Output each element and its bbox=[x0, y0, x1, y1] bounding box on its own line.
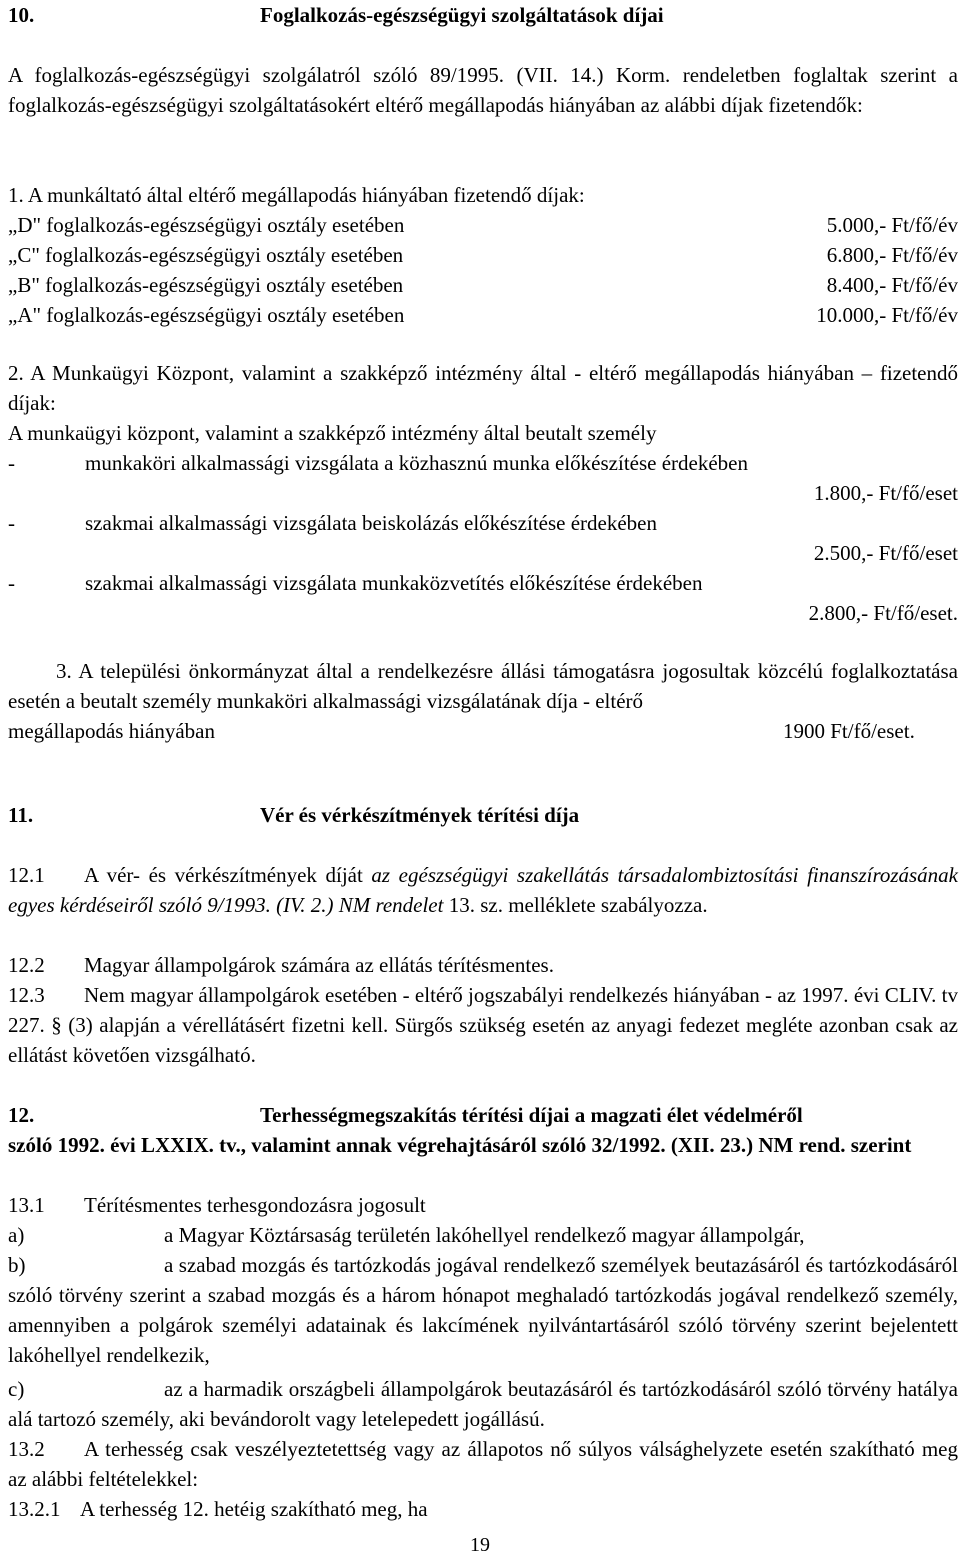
paragraph-13-2 bbox=[8, 1434, 958, 1494]
paragraph-text: A terhesség 12. hetéig szakítható meg, ha bbox=[80, 1497, 428, 1521]
paragraph-2-text: 2. A Munkaügyi Központ, valamint a szakképző intézmény által - eltérő megállapodás hiányában – fizetendő díjak: bbox=[8, 361, 958, 415]
paragraph-citation: az egészségügyi szakellátás társadalombiztosítási finanszírozásának egyes kérdéseiről szóló 9/1993. (IV. 2.) NM rendelet bbox=[8, 863, 959, 917]
dash-value: 2.500,- Ft/fő/eset bbox=[813, 541, 958, 565]
section-title-continuation: szóló 1992. évi LXXIX. tv., valamint annak végrehajtásáról szóló 32/1992. (XII. 23.) NM rend. szerint bbox=[8, 1133, 912, 1157]
dash-item bbox=[8, 568, 958, 598]
paragraph-3-last-line bbox=[8, 716, 958, 746]
paragraph-text: Nem magyar állampolgárok esetében - eltérő jogszabályi rendelkezés hiányában - az 1997. évi CLIV. tv 227. § (3) alapján a vérellátásért fizetni kell. Sürgős szükség esetén az anyagi fedezet megléte azonban csak az ellátást követően vizsgálható. bbox=[8, 983, 958, 1067]
fee-label: „A" foglalkozás-egészségügyi osztály esetében bbox=[8, 303, 405, 327]
fee-value: 8.400,- Ft/fő/év bbox=[826, 273, 958, 297]
page-number: 19 bbox=[470, 1534, 490, 1556]
fee-row bbox=[8, 300, 958, 330]
section-12-title-line bbox=[8, 1100, 958, 1130]
fee-label: „D" foglalkozás-egészségügyi osztály esetében bbox=[8, 213, 405, 237]
paragraph-text: A vér- és vérkészítmények díját bbox=[84, 863, 363, 887]
paragraph-number: 13.2.1 bbox=[8, 1497, 61, 1521]
dash-marker: - bbox=[8, 571, 15, 595]
list-item bbox=[8, 1374, 958, 1434]
fee-row bbox=[8, 210, 958, 240]
fee-row bbox=[8, 240, 958, 270]
dash-item bbox=[8, 448, 958, 478]
section-title: Foglalkozás-egészségügyi szolgáltatások díjai bbox=[260, 3, 664, 27]
fee-value: 5.000,- Ft/fő/év bbox=[826, 213, 958, 237]
section-title: Terhességmegszakítás térítési díjai a magzati élet védelméről bbox=[260, 1103, 803, 1127]
paragraph-13-1 bbox=[8, 1190, 958, 1220]
paragraph-13-2-1 bbox=[8, 1494, 958, 1524]
dash-item bbox=[8, 508, 958, 538]
section-10-intro: A foglalkozás-egészségügyi szolgálatról szóló 89/1995. (VII. 14.) Korm. rendeletben foglaltak szerint a foglalkozás-egészségügyi szolgáltatásokért eltérő megállapodás hiányában az alábbi díjak fizetendők: bbox=[8, 63, 958, 117]
list-item bbox=[8, 1250, 958, 1370]
paragraph-number: 12.3 bbox=[8, 983, 45, 1007]
fee-row bbox=[8, 270, 958, 300]
paragraph-text: Magyar állampolgárok számára az ellátás térítésmentes. bbox=[84, 953, 554, 977]
paragraph-3-last: megállapodás hiányában bbox=[8, 719, 216, 743]
fee-value: 6.800,- Ft/fő/év bbox=[826, 243, 958, 267]
paragraph-12-1 bbox=[8, 860, 958, 920]
dash-text: munkaköri alkalmassági vizsgálata a közhasznú munka előkészítése érdekében bbox=[85, 451, 748, 475]
section-12-heading bbox=[8, 1100, 958, 1160]
fee-table bbox=[8, 210, 958, 330]
dash-marker: - bbox=[8, 451, 15, 475]
paragraph-2-subtitle: A munkaügyi központ, valamint a szakképző intézmény által beutalt személy bbox=[8, 421, 657, 445]
fee-label: „B" foglalkozás-egészségügyi osztály esetében bbox=[8, 273, 404, 297]
dash-value: 2.800,- Ft/fő/eset. bbox=[808, 601, 958, 625]
paragraph-text: A terhesség csak veszélyeztetettség vagy az állapotos nő súlyos válsághelyzete esetén szakítható meg az alábbi feltételekkel: bbox=[8, 1437, 958, 1491]
paragraph-text: Térítésmentes terhesgondozásra jogosult bbox=[84, 1193, 426, 1217]
list-item bbox=[8, 1220, 958, 1250]
paragraph-number: 13.1 bbox=[8, 1193, 45, 1217]
list-item-label: c) bbox=[8, 1377, 25, 1401]
section-11-heading bbox=[8, 800, 958, 830]
list-item-text: a szabad mozgás és tartózkodás jogával rendelkező személyek beutazásáról és tartózkodásáról szóló törvény szerint a szabad mozgás és a három hónapot meghaladó tartózkodás jogával rendelkező személy, amennyiben a polgárok személyi adatainak és lakcímének nyilvántartásáról szóló törvény szerint bejelentett lakóhellyel rendelkezik, bbox=[8, 1253, 958, 1367]
dash-list bbox=[8, 448, 958, 628]
list-item-label: a) bbox=[8, 1223, 25, 1247]
paragraph-number: 12.1 bbox=[8, 863, 45, 887]
paragraph-3-value: 1900 Ft/fő/eset. bbox=[783, 719, 915, 743]
paragraph-number: 12.2 bbox=[8, 953, 45, 977]
section-number: 11. bbox=[8, 803, 34, 827]
list-item-text: az a harmadik országbeli állampolgárok beutazásáról és tartózkodásáról szóló törvény hatálya alá tartozó személy, aki bevándorolt vagy letelepedett jogállású. bbox=[8, 1377, 958, 1431]
fee-value: 10.000,- Ft/fő/év bbox=[816, 303, 958, 327]
paragraph-number: 13.2 bbox=[8, 1437, 45, 1461]
paragraph-text: 13. sz. melléklete szabályozza. bbox=[448, 893, 708, 917]
dash-marker: - bbox=[8, 511, 15, 535]
list-item-text: a Magyar Köztársaság területén lakóhellyel rendelkező magyar állampolgár, bbox=[164, 1223, 805, 1247]
paragraph-12-2 bbox=[8, 950, 958, 980]
paragraph-3-body: 3. A települési önkormányzat által a rendelkezésre állási támogatásra jogosultak közcélú foglalkoztatása esetén a beutalt személy munkaköri alkalmassági vizsgálatának díja - eltérő bbox=[8, 659, 958, 713]
section-title: Vér és vérkészítmények térítési díja bbox=[260, 803, 580, 827]
section-number: 10. bbox=[8, 3, 35, 27]
list-item-label: b) bbox=[8, 1253, 26, 1277]
section-number: 12. bbox=[8, 1103, 35, 1127]
dash-value: 1.800,- Ft/fő/eset bbox=[813, 481, 958, 505]
paragraph-3-text bbox=[8, 656, 958, 716]
paragraph-12-3 bbox=[8, 980, 958, 1070]
dash-text: szakmai alkalmassági vizsgálata beiskolázás előkészítése érdekében bbox=[85, 511, 658, 535]
dash-text: szakmai alkalmassági vizsgálata munkaközvetítés előkészítése érdekében bbox=[85, 571, 703, 595]
paragraph-1-title: 1. A munkáltató által eltérő megállapodás hiányában fizetendő díjak: bbox=[8, 183, 585, 207]
section-10-heading bbox=[8, 0, 958, 30]
fee-label: „C" foglalkozás-egészségügyi osztály esetében bbox=[8, 243, 404, 267]
